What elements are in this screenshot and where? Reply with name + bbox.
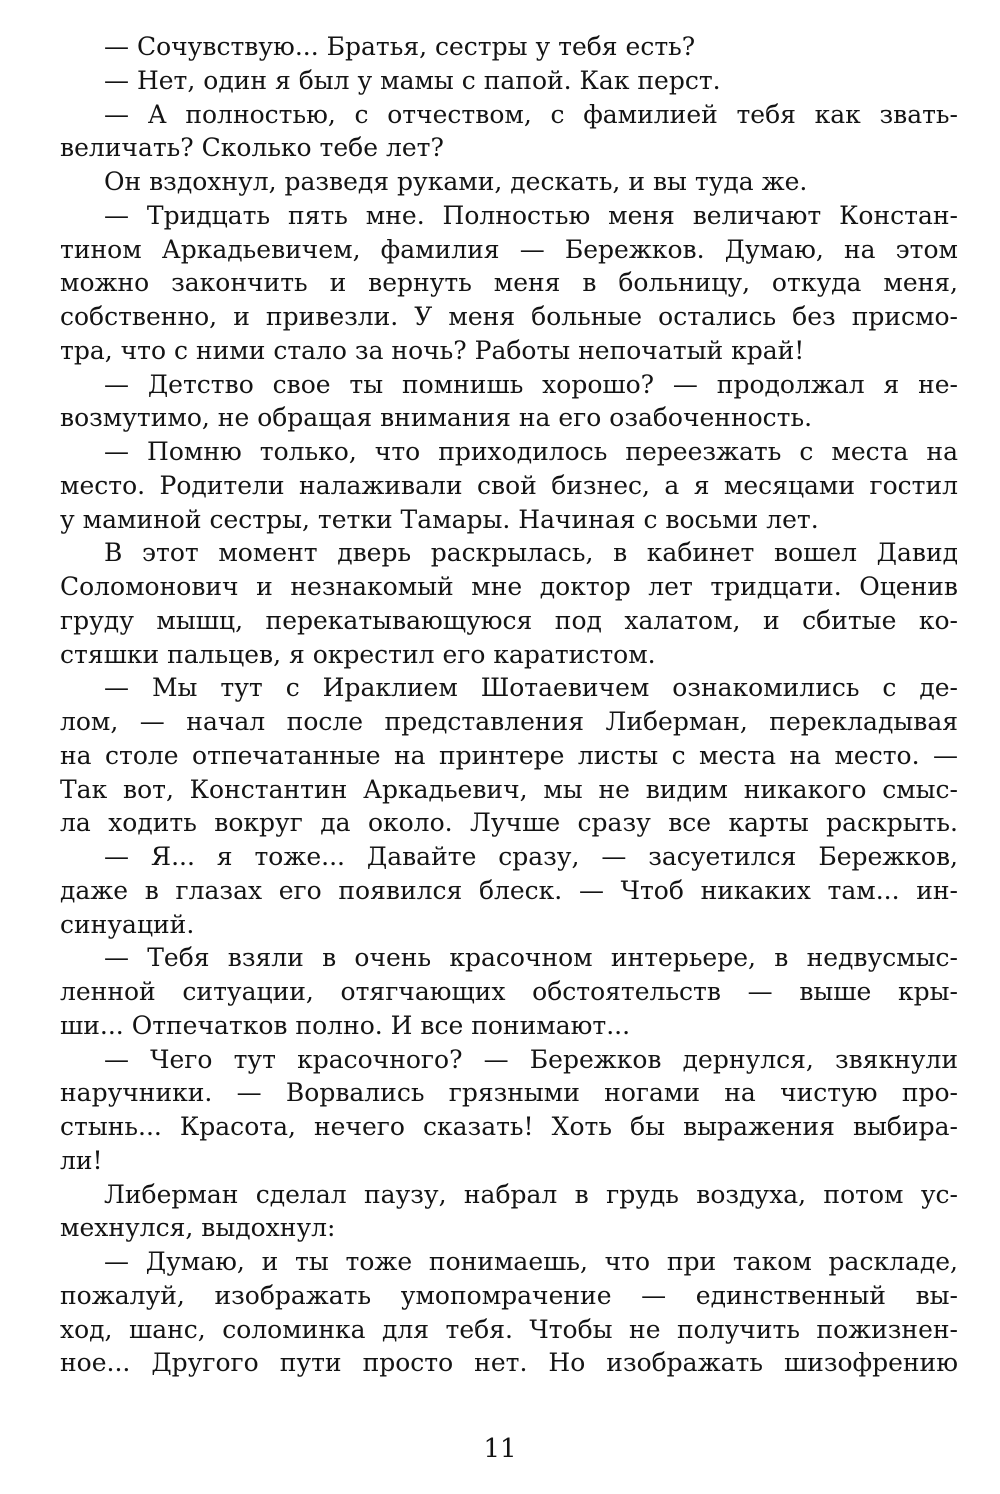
text-line: — Нет, один я был у мамы с папой. Как перст.	[104, 65, 721, 95]
text-line: собственно, и привезли. У меня больные остались без присмо-	[60, 302, 958, 331]
text-line: Он вздохнул, разведя руками, дескать, и вы туда же.	[104, 167, 808, 196]
text-line: груду мышц, перекатывающуюся под халатом, и сбитые ко-	[60, 605, 958, 635]
text-line: стынь... Красота, нечего сказать! Хоть бы выражения выбира-	[60, 1112, 958, 1141]
text-line: — Помню только, что приходилось переезжать с места на	[104, 437, 958, 466]
text-line: — Чего тут красочного? — Бережков дернулся, звякнули	[104, 1044, 958, 1074]
text-line: синуаций.	[60, 909, 195, 939]
text-line: — Думаю, и ты тоже понимаешь, что при таком раскладе,	[104, 1247, 958, 1276]
text-line: — Детство свое ты помнишь хорошо? — продолжал я не-	[104, 369, 958, 399]
text-line: Либерман сделал паузу, набрал в грудь воздуха, потом ус-	[104, 1179, 958, 1209]
text-line: ши... Отпечатков полно. И все понимают...	[60, 1010, 631, 1040]
text-line: тином Аркадьевичем, фамилия — Бережков. Думаю, на этом	[60, 234, 958, 264]
text-line: — Мы тут с Ираклием Шотаевичем ознакомились с де-	[104, 673, 958, 703]
text-line: тра, что с ними стало за ночь? Работы непочатый край!	[60, 335, 805, 365]
text-line: ли!	[60, 1145, 103, 1175]
text-line: ное... Другого пути просто нет. Но изображать шизофрению	[60, 1348, 958, 1378]
text-line: В этот момент дверь раскрылась, в кабинет вошел Давид	[104, 538, 958, 568]
text-line: у маминой сестры, тетки Тамары. Начиная с восьми лет.	[60, 504, 819, 534]
text-line: можно закончить и вернуть меня в больницу, откуда меня,	[60, 268, 958, 298]
text-line: даже в глазах его появился блеск. — Чтоб никаких там... ин-	[60, 875, 958, 905]
text-line: — Тридцать пять мне. Полностью меня величают Констан-	[104, 200, 958, 230]
text-line: мехнулся, выдохнул:	[60, 1213, 336, 1243]
text-line: ленной ситуации, отягчающих обстоятельств — выше кры-	[60, 977, 958, 1006]
text-line: стяшки пальцев, я окрестил его каратистом.	[60, 639, 656, 669]
text-line: — Тебя взяли в очень красочном интерьере, в недвусмыс-	[104, 943, 958, 973]
text-line: — Сочувствую... Братья, сестры у тебя есть?	[104, 32, 696, 61]
text-line: наручники. — Ворвались грязными ногами на чистую про-	[60, 1078, 958, 1108]
text-line: величать? Сколько тебе лет?	[60, 133, 444, 163]
page-number: 11	[483, 1434, 517, 1464]
text-line: Соломонович и незнакомый мне доктор лет тридцати. Оценив	[60, 572, 958, 601]
text-line: Так вот, Константин Аркадьевич, мы не видим никакого смыс-	[60, 774, 958, 804]
text-line: возмутимо, не обращая внимания на его озабоченность.	[60, 403, 813, 433]
text-line: ход, шанс, соломинка для тебя. Чтобы не получить пожизнен-	[60, 1314, 958, 1344]
text-line: — Я... я тоже... Давайте сразу, — засуетился Бережков,	[104, 842, 958, 871]
page-text	[60, 30, 958, 1380]
text-line: лом, — начал после представления Либерман, перекладывая	[60, 707, 958, 736]
text-line: место. Родители налаживали свой бизнес, а я месяцами гостил	[60, 470, 958, 500]
text-line: на столе отпечатанные на принтере листы с места на место. —	[60, 740, 958, 770]
text-line: пожалуй, изображать умопомрачение — единственный вы-	[60, 1280, 958, 1310]
text-line: ла ходить вокруг да около. Лучше сразу все карты раскрыть.	[60, 808, 958, 838]
text-line: — А полностью, с отчеством, с фамилией тебя как звать-	[104, 99, 958, 129]
